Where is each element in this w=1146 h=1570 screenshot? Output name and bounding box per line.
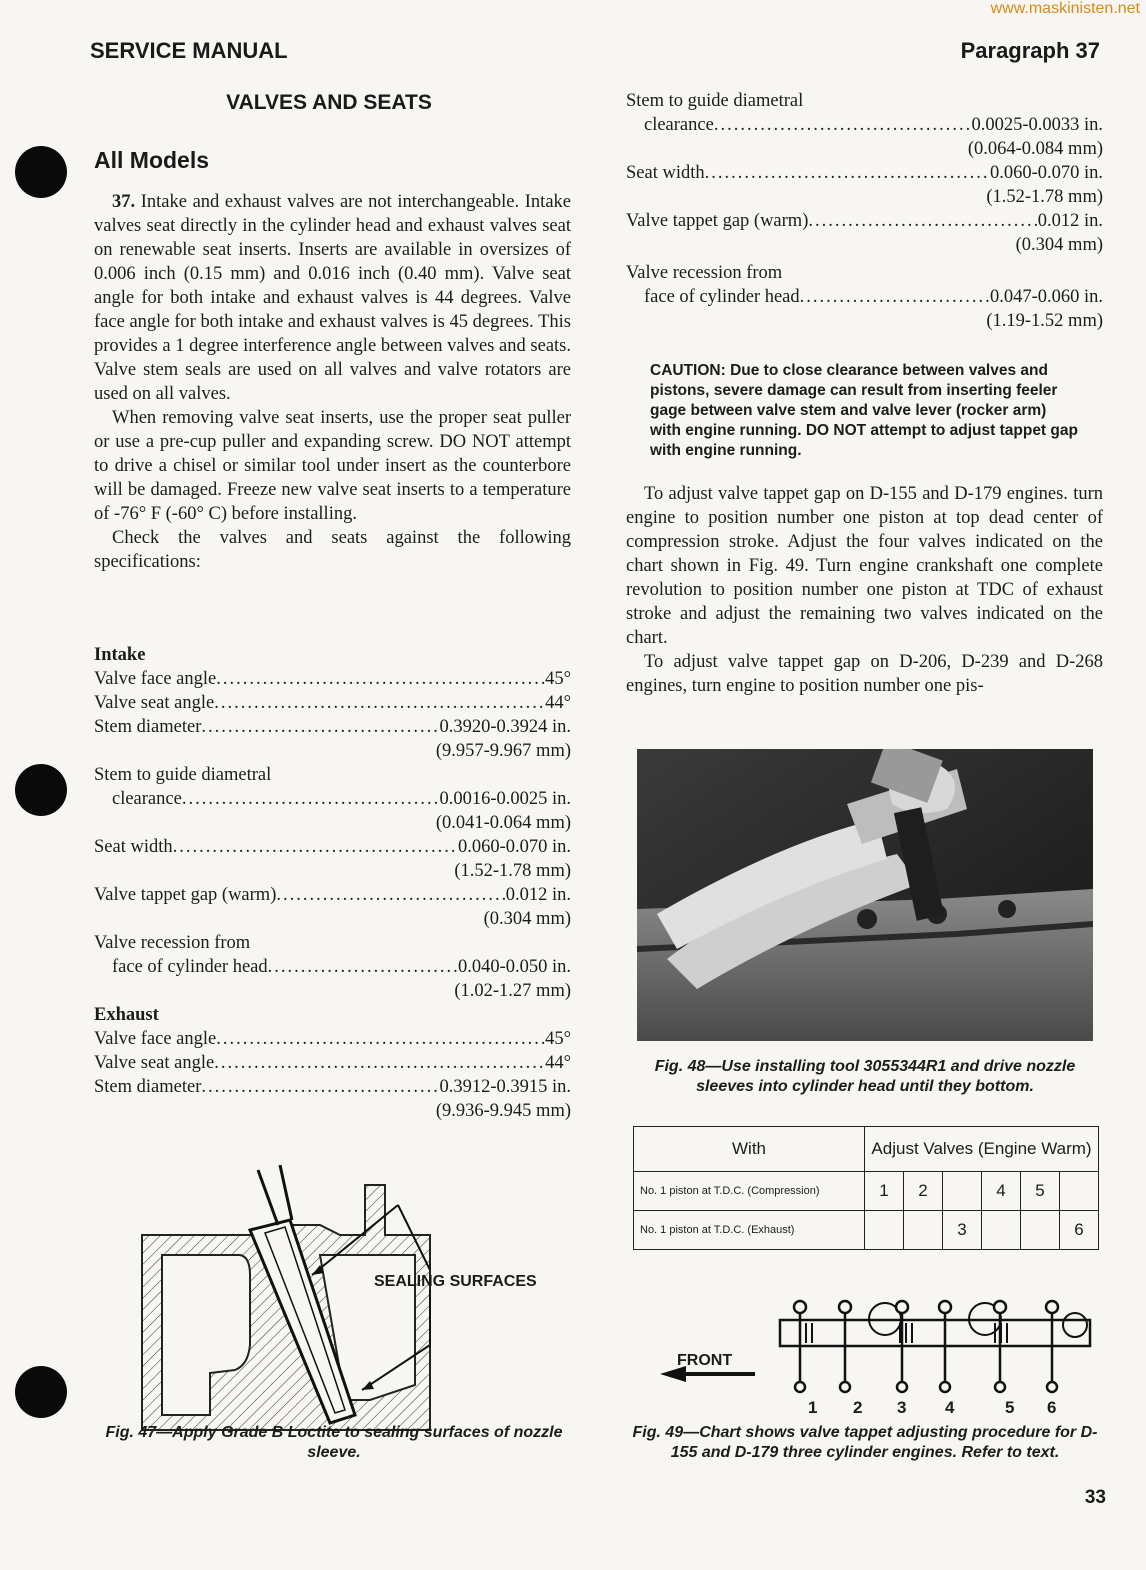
spec-label: face of cylinder head — [112, 957, 268, 977]
spec-label: clearance — [112, 789, 182, 809]
adjust-procedure — [626, 482, 1103, 698]
spec-row — [94, 787, 571, 811]
spec-value: 0.3920-0.3924 in. — [439, 717, 571, 737]
valve-cell — [903, 1211, 942, 1250]
valve-cell — [942, 1172, 981, 1211]
valve-cell: 6 — [1059, 1211, 1098, 1250]
valve-cell: 3 — [942, 1211, 981, 1250]
spec-metric: (0.304 mm) — [1015, 235, 1103, 255]
spec-label: Stem to guide diametral — [94, 765, 272, 785]
valve-cell: 1 — [865, 1172, 904, 1211]
valve-cell: 2 — [903, 1172, 942, 1211]
intake-specs — [94, 643, 571, 1123]
header-with: With — [634, 1127, 865, 1172]
valve-cell — [865, 1211, 904, 1250]
spec-value: 0.0025-0.0033 in. — [971, 115, 1103, 135]
spec-label: Valve recession from — [94, 933, 251, 953]
spec-label: face of cylinder head — [644, 287, 800, 307]
fig47-nozzle-sleeve-diagram — [140, 1165, 580, 1445]
spec-row — [626, 161, 1103, 185]
spec-value: 0.0016-0.0025 in. — [439, 789, 571, 809]
valve-cell — [981, 1211, 1020, 1250]
fig49-valve-number: 4 — [945, 1398, 955, 1417]
adjust-text-2: To adjust valve tappet gap on D-206, D-239 and D-268 engines, turn engine to position number one pis- — [626, 652, 1103, 696]
spec-metric: (9.936-9.945 mm) — [435, 1101, 571, 1121]
spec-row — [94, 955, 571, 979]
spec-value: 0.3912-0.3915 in. — [439, 1077, 571, 1097]
fig49-rocker-arm-diagram — [660, 1295, 1095, 1400]
spec-label: Valve face angle — [94, 669, 217, 689]
spec-value: 0.012 in. — [505, 885, 571, 905]
valve-cell: 4 — [981, 1172, 1020, 1211]
spec-row — [626, 285, 1103, 309]
table-row — [634, 1211, 1099, 1250]
spec-label: Valve face angle — [94, 1029, 217, 1049]
section-title: VALVES AND SEATS — [226, 91, 432, 114]
spec-metric: (1.19-1.52 mm) — [986, 311, 1103, 331]
spec-label: clearance — [644, 115, 714, 135]
binder-hole-top — [15, 146, 67, 198]
fig49-valve-number: 6 — [1047, 1398, 1057, 1417]
spec-row — [94, 1075, 571, 1099]
para-37-text-1: Intake and exhaust valves are not interchangeable. Intake valves seat directly in the cylinder head and exhaust valves seat on renewable seat inserts. Inserts are available in oversizes of 0.006 inch (0.15 mm) and 0.016 inch (0.40 mm). Valve seat angle for both intake and exhaust valves is 44 degrees. Valve face angle for both intake and exhaust valves is 45 degrees. This provides a 1 degree interference angle between valves and seats. Valve stem seals are used on all valves and valve rotators are used on all valves. — [94, 192, 571, 404]
para-37-body — [94, 190, 571, 406]
spec-metric: (9.957-9.967 mm) — [435, 741, 571, 761]
fig49-valve-number: 3 — [897, 1398, 907, 1417]
valve-cell — [1020, 1211, 1059, 1250]
spec-label: Valve tappet gap (warm) — [94, 885, 277, 905]
spec-row — [94, 667, 571, 691]
spec-row — [94, 835, 571, 859]
binder-hole-bottom — [15, 1366, 67, 1418]
fig48-caption: Fig. 48—Use installing tool 3055344R1 and drive nozzle sleeves into cylinder head until they bottom. — [654, 1058, 1076, 1095]
spec-label: Stem to guide diametral — [626, 91, 804, 111]
spec-row — [94, 1051, 571, 1075]
valve-adjust-table — [633, 1126, 1099, 1250]
paragraph-37 — [94, 190, 571, 574]
spec-row — [94, 883, 571, 907]
spec-row — [94, 715, 571, 739]
spec-metric: (0.304 mm) — [483, 909, 571, 929]
subsection-title: All Models — [94, 147, 210, 173]
fig48-photo-installing-tool — [637, 749, 1093, 1041]
intake-heading: Intake — [94, 645, 146, 665]
header-adjust-valves: Adjust Valves (Engine Warm) — [865, 1127, 1099, 1172]
spec-value: 45° — [545, 1029, 571, 1049]
spec-label: Stem diameter — [94, 717, 202, 737]
spec-metric: (1.02-1.27 mm) — [454, 981, 571, 1001]
spec-label: Seat width — [626, 163, 705, 183]
table-header-row — [634, 1127, 1099, 1172]
fig47-label: SEALING SURFACES — [374, 1273, 537, 1290]
para-37-text-3: Check the valves and seats against the following specifications: — [94, 528, 571, 572]
watermark-url[interactable]: www.maskinisten.net — [990, 0, 1140, 17]
spec-value: 0.047-0.060 in. — [989, 287, 1103, 307]
exhaust-specs-continued — [626, 89, 1103, 333]
spec-value: 0.012 in. — [1037, 211, 1103, 231]
table-row — [634, 1172, 1099, 1211]
spec-row — [94, 691, 571, 715]
binder-hole-middle — [15, 764, 67, 816]
spec-value: 44° — [545, 693, 571, 713]
spec-metric: (0.064-0.084 mm) — [967, 139, 1103, 159]
spec-metric: (0.041-0.064 mm) — [435, 813, 571, 833]
spec-value: 44° — [545, 1053, 571, 1073]
valve-cell — [1059, 1172, 1098, 1211]
spec-value: 0.040-0.050 in. — [457, 957, 571, 977]
fig49-valve-number: 1 — [808, 1398, 818, 1417]
caution-notice: CAUTION: Due to close clearance between valves and pistons, severe damage can result from inserting feeler gage between valve stem and valve lever (rocker arm) with engine running. DO NOT attempt to adjust tappet gap with engine running. — [650, 362, 1078, 459]
spec-label: Valve seat angle — [94, 1053, 215, 1073]
row-label-compression: No. 1 piston at T.D.C. (Compression) — [634, 1172, 865, 1211]
exhaust-heading: Exhaust — [94, 1005, 159, 1025]
page-number: 33 — [1084, 1487, 1106, 1508]
spec-label: Valve tappet gap (warm) — [626, 211, 809, 231]
spec-metric: (1.52-1.78 mm) — [454, 861, 571, 881]
fig49-caption: Fig. 49—Chart shows valve tappet adjusting procedure for D-155 and D-179 three cylinder engines. Refer to text. — [632, 1424, 1098, 1461]
spec-value: 45° — [545, 669, 571, 689]
spec-row — [626, 113, 1103, 137]
para-37-text-2: When removing valve seat inserts, use the proper seat puller or use a pre-cup puller and expanding screw. DO NOT attempt to drive a chisel or similar tool under insert as the counterbore will be damaged. Freeze new valve seat inserts to a temperature of -76° F (-60° C) before installing. — [94, 408, 571, 524]
valve-cell: 5 — [1020, 1172, 1059, 1211]
spec-label: Valve seat angle — [94, 693, 215, 713]
adjust-text-1: To adjust valve tappet gap on D-155 and D-179 engines. turn engine to position number one piston at top dead center of compression stroke. Adjust the four valves indicated on the chart shown in Fig. 49. Turn engine crankshaft one complete revolution to position number one piston at TDC of exhaust stroke and adjust the remaining two valves indicated on the chart. — [626, 484, 1103, 648]
header-service-manual: SERVICE MANUAL — [90, 38, 288, 63]
spec-value: 0.060-0.070 in. — [989, 163, 1103, 183]
fig47-caption: Fig. 47—Apply Grade B Loctite to sealing surfaces of nozzle sleeve. — [105, 1424, 563, 1461]
spec-value: 0.060-0.070 in. — [457, 837, 571, 857]
spec-metric: (1.52-1.78 mm) — [986, 187, 1103, 207]
fig49-valve-number: 5 — [1005, 1398, 1015, 1417]
spec-label: Valve recession from — [626, 263, 783, 283]
fig49-front-label: FRONT — [677, 1352, 733, 1369]
spec-label: Stem diameter — [94, 1077, 202, 1097]
fig49-valve-number: 2 — [853, 1398, 863, 1417]
spec-label: Seat width — [94, 837, 173, 857]
para-number: 37. — [112, 192, 136, 212]
row-label-exhaust: No. 1 piston at T.D.C. (Exhaust) — [634, 1211, 865, 1250]
spec-row — [94, 1027, 571, 1051]
spec-row — [626, 209, 1103, 233]
header-paragraph: Paragraph 37 — [960, 38, 1100, 63]
